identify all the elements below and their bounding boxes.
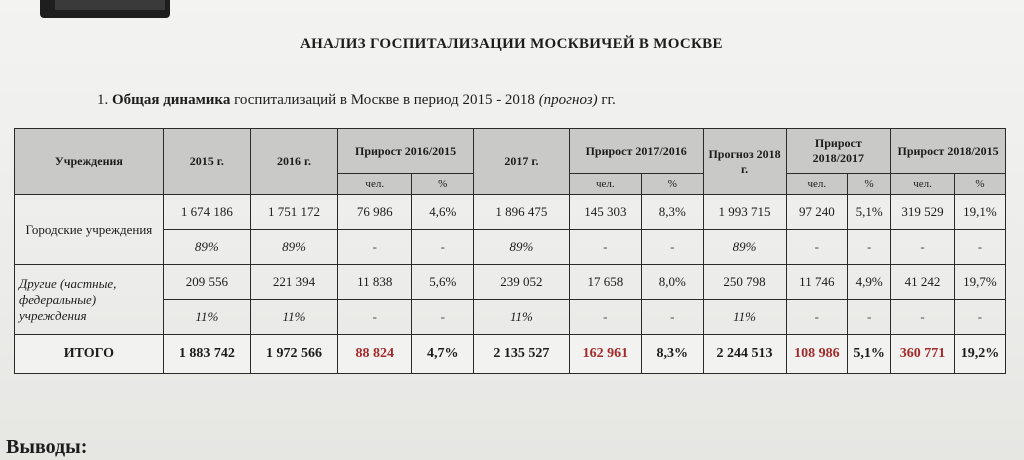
table-cell: 108 986: [786, 335, 848, 374]
table-cell: -: [641, 230, 703, 265]
table-cell: -: [786, 230, 848, 265]
table-cell: 89%: [250, 230, 337, 265]
table-cell: -: [891, 230, 955, 265]
section-italic: (прогноз): [538, 92, 598, 108]
table-cell: 19,1%: [954, 195, 1005, 230]
table-cell: 1 674 186: [163, 195, 250, 230]
table-cell: -: [786, 300, 848, 335]
table-cell: -: [891, 300, 955, 335]
table-cell: -: [338, 230, 412, 265]
section-number: 1.: [97, 92, 109, 108]
table-cell: 1 993 715: [703, 195, 786, 230]
binder-clip-edge: [55, 0, 165, 10]
section-suffix: гг.: [601, 92, 616, 108]
subheader-people: чел.: [338, 174, 412, 195]
table-cell: -: [338, 300, 412, 335]
table-cell: 11 838: [338, 265, 412, 300]
table-cell: 97 240: [786, 195, 848, 230]
table-cell: 11%: [703, 300, 786, 335]
header-2015: 2015 г.: [163, 129, 250, 195]
table-cell: -: [569, 300, 641, 335]
table-cell: 250 798: [703, 265, 786, 300]
table-cell: 1 883 742: [163, 335, 250, 374]
table-cell: 2 135 527: [474, 335, 570, 374]
row-label-city: Городские учреждения: [15, 195, 164, 265]
table-cell: 5,1%: [848, 195, 891, 230]
table-cell: -: [848, 230, 891, 265]
row-label-other: Другие (частные, федеральные) учреждения: [15, 265, 164, 335]
table-cell: -: [412, 230, 474, 265]
subheader-percent: %: [954, 174, 1005, 195]
table-cell: 8,0%: [641, 265, 703, 300]
header-growth-2018-2017: Прирост 2018/2017: [786, 129, 891, 174]
subheader-people: чел.: [569, 174, 641, 195]
table-cell: -: [848, 300, 891, 335]
hospitalization-table: [14, 128, 1006, 374]
table-cell: 319 529: [891, 195, 955, 230]
table-cell: 2 244 513: [703, 335, 786, 374]
table-cell: 88 824: [338, 335, 412, 374]
subheader-people: чел.: [786, 174, 848, 195]
table-cell: 1 751 172: [250, 195, 337, 230]
header-institutions: Учреждения: [15, 129, 164, 195]
table-cell: 209 556: [163, 265, 250, 300]
table-cell: -: [641, 300, 703, 335]
table-cell: -: [412, 300, 474, 335]
header-growth-2016-2015: Прирост 2016/2015: [338, 129, 474, 174]
header-growth-2018-2015: Прирост 2018/2015: [891, 129, 1006, 174]
table-row: [15, 265, 1006, 300]
table-cell: 8,3%: [641, 195, 703, 230]
subheader-percent: %: [848, 174, 891, 195]
table-cell: 162 961: [569, 335, 641, 374]
table-cell: -: [954, 230, 1005, 265]
table-cell: 145 303: [569, 195, 641, 230]
conclusions-heading: Выводы:: [6, 436, 88, 458]
table-cell: 11 746: [786, 265, 848, 300]
document-title: АНАЛИЗ ГОСПИТАЛИЗАЦИИ МОСКВИЧЕЙ В МОСКВЕ: [300, 36, 723, 52]
table-cell: 4,7%: [412, 335, 474, 374]
table-cell: 1 896 475: [474, 195, 570, 230]
header-growth-2017-2016: Прирост 2017/2016: [569, 129, 703, 174]
table-cell: 4,6%: [412, 195, 474, 230]
table-row: [15, 195, 1006, 230]
header-forecast-2018: Прогноз 2018 г.: [703, 129, 786, 195]
table-cell: 89%: [703, 230, 786, 265]
subheader-percent: %: [641, 174, 703, 195]
table-cell: 11%: [163, 300, 250, 335]
table-cell: 5,6%: [412, 265, 474, 300]
table-cell: -: [954, 300, 1005, 335]
table-cell: 360 771: [891, 335, 955, 374]
table-cell: 221 394: [250, 265, 337, 300]
table-cell: 5,1%: [848, 335, 891, 374]
table-cell: 17 658: [569, 265, 641, 300]
table-cell: 8,3%: [641, 335, 703, 374]
section-bold: Общая динамика: [112, 92, 231, 108]
subheader-people: чел.: [891, 174, 955, 195]
table-row-total: [15, 335, 1006, 374]
table-cell: 19,7%: [954, 265, 1005, 300]
header-2017: 2017 г.: [474, 129, 570, 195]
table-cell: 89%: [163, 230, 250, 265]
header-2016: 2016 г.: [250, 129, 337, 195]
table-row: [15, 300, 1006, 335]
table-cell: 1 972 566: [250, 335, 337, 374]
table-cell: 239 052: [474, 265, 570, 300]
table-cell: 76 986: [338, 195, 412, 230]
table-cell: 11%: [250, 300, 337, 335]
table-row: [15, 230, 1006, 265]
table-cell: 89%: [474, 230, 570, 265]
row-label-total: ИТОГО: [15, 335, 164, 374]
table-cell: 19,2%: [954, 335, 1005, 374]
section-heading: [97, 92, 616, 109]
table-cell: 11%: [474, 300, 570, 335]
table-cell: 41 242: [891, 265, 955, 300]
subheader-percent: %: [412, 174, 474, 195]
table-cell: 4,9%: [848, 265, 891, 300]
section-text: госпитализаций в Москве в период 2015 - 2018: [234, 92, 535, 108]
table-cell: -: [569, 230, 641, 265]
